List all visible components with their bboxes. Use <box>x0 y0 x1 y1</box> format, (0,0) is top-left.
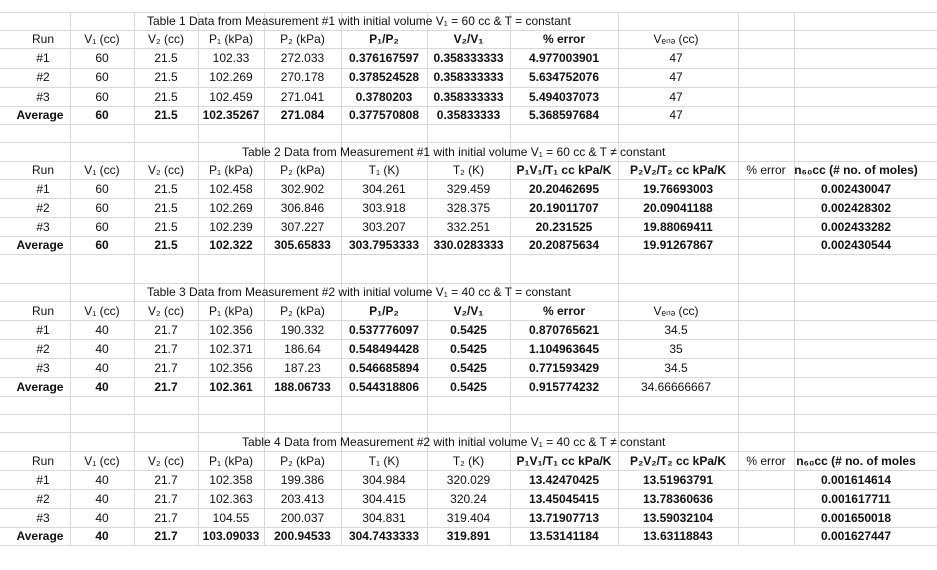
table-cell: 102.269 <box>209 70 253 84</box>
table-cell: 304.984 <box>362 473 406 487</box>
table-cell <box>738 509 794 527</box>
header-percent-error: % error <box>746 163 786 177</box>
header-v1: V₁ (cc) <box>84 163 120 177</box>
table-cell: 0.378524528 <box>348 70 420 84</box>
table-cell: 21.5 <box>154 51 178 65</box>
table-cell: 0.35833333 <box>436 108 501 122</box>
table-cell <box>738 218 794 236</box>
header-p1: P₁ (kPa) <box>208 163 254 177</box>
table-cell: 102.459 <box>209 90 253 104</box>
table-cell <box>738 527 794 545</box>
header-v2: V₂ (cc) <box>148 163 184 177</box>
table-cell: 34.66666667 <box>640 380 712 394</box>
table-cell: 34.5 <box>664 361 688 375</box>
header-v2-v1: V₂/V₁ <box>453 32 484 46</box>
header-p1v1-t1: P₁V₁/T₁ cc kPa/K <box>516 163 612 177</box>
table-cell: 271.041 <box>280 90 325 104</box>
table-cell: 0.5425 <box>450 342 487 356</box>
table-cell: 102.269 <box>209 201 253 215</box>
table-row: #3 <box>36 220 50 234</box>
table-row: #3 <box>36 511 50 525</box>
table-cell: 21.7 <box>154 323 178 337</box>
table-cell: 304.261 <box>362 182 406 196</box>
table-cell: 102.371 <box>209 342 253 356</box>
table-cell: 329.459 <box>446 182 491 196</box>
table-cell: 19.76693003 <box>642 182 714 196</box>
table-cell: 0.001650018 <box>820 511 892 525</box>
table-row: #2 <box>36 492 50 506</box>
table-cell: 20.20875634 <box>528 238 600 252</box>
header-p1-p2: P₁/P₂ <box>369 32 399 46</box>
table-2-caption: Table 2 Data from Measurement #1 with initial volume V₁ = 60 cc & T ≠ constant <box>242 145 666 159</box>
table-cell: 0.002428302 <box>820 201 892 215</box>
table-cell: 186.64 <box>284 342 321 356</box>
table-cell: 5.368597684 <box>528 108 600 122</box>
table-cell: 60 <box>95 201 109 215</box>
table-cell: 21.5 <box>154 201 178 215</box>
table-cell: 40 <box>95 473 109 487</box>
table-cell: 0.771593429 <box>528 361 600 375</box>
table-cell: 304.415 <box>362 492 406 506</box>
table-cell <box>738 490 794 508</box>
header-moles: n₆₀cc (# no. of moles) <box>794 163 918 177</box>
table-cell: 305.65833 <box>274 238 331 252</box>
table-cell: 60 <box>95 182 109 196</box>
header-p2: P₂ (kPa) <box>280 454 325 468</box>
table-cell: 40 <box>95 380 109 394</box>
table-cell: 0.915774232 <box>528 380 600 394</box>
table-cell: 304.7433333 <box>348 529 420 543</box>
header-run: Run <box>31 304 54 318</box>
table-cell: 0.3780203 <box>355 90 413 104</box>
table-cell: 21.5 <box>154 238 178 252</box>
table-row: #3 <box>36 361 50 375</box>
table-cell: 40 <box>95 361 109 375</box>
gridline <box>0 545 937 546</box>
table-cell: 0.544318806 <box>348 380 420 394</box>
table-cell: 0.377570808 <box>348 108 420 122</box>
table-cell: 47 <box>669 51 683 65</box>
header-percent-error: % error <box>542 304 586 318</box>
table-cell: 102.356 <box>209 323 253 337</box>
table-cell: 20.231525 <box>535 220 593 234</box>
table-cell: 13.42470425 <box>528 473 600 487</box>
header-percent-error: % error <box>746 454 786 468</box>
table-cell: 0.358333333 <box>433 51 504 65</box>
header-moles: n₆₀cc (# no. of moles <box>796 454 916 468</box>
table-cell: 13.78360636 <box>642 492 714 506</box>
header-p2: P₂ (kPa) <box>280 304 325 318</box>
gridline <box>0 396 937 397</box>
table-4-caption: Table 4 Data from Measurement #2 with initial volume V₁ = 40 cc & T ≠ constant <box>242 435 666 449</box>
header-run: Run <box>31 32 54 46</box>
table-row: #2 <box>36 70 50 84</box>
table-cell: 102.356 <box>209 361 253 375</box>
table-row: #2 <box>36 342 50 356</box>
table-cell: 5.494037073 <box>528 90 600 104</box>
table-cell: 330.0283333 <box>433 238 504 252</box>
table-cell <box>738 236 794 254</box>
header-p2: P₂ (kPa) <box>280 163 325 177</box>
table-row: #3 <box>36 90 50 104</box>
table-cell: 40 <box>95 342 109 356</box>
table-cell: 40 <box>95 511 109 525</box>
table-cell: 320.029 <box>446 473 491 487</box>
table-cell <box>738 199 794 217</box>
table-cell: 60 <box>95 238 109 252</box>
table-cell: 0.002433282 <box>820 220 892 234</box>
table-cell <box>738 180 794 198</box>
table-1-caption: Table 1 Data from Measurement #1 with initial volume V₁ = 60 cc & T = constant <box>147 14 571 28</box>
table-cell: 0.5425 <box>450 380 487 394</box>
table-cell: 270.178 <box>280 70 325 84</box>
header-v2: V₂ (cc) <box>148 304 184 318</box>
table-cell: 21.7 <box>154 529 178 543</box>
table-cell: 20.19011707 <box>529 201 599 215</box>
table-cell: 21.7 <box>154 380 178 394</box>
table-cell: 0.358333333 <box>433 70 504 84</box>
table-cell: 21.5 <box>154 108 178 122</box>
table-cell: 21.5 <box>154 70 178 84</box>
table-cell: 13.71907713 <box>528 511 600 525</box>
table-cell: 21.7 <box>154 342 178 356</box>
table-cell: 47 <box>669 90 683 104</box>
table-cell: 0.002430544 <box>820 238 892 252</box>
table-cell: 21.7 <box>154 473 178 487</box>
table-cell: 0.358333333 <box>433 90 504 104</box>
table-cell: 0.001617711 <box>821 492 891 506</box>
table-cell: 0.546685894 <box>348 361 420 375</box>
header-v-end: Vₑₙₔ (cc) <box>653 32 699 46</box>
gridline <box>0 124 937 125</box>
header-percent-error: % error <box>542 32 586 46</box>
table-cell: 102.458 <box>209 182 253 196</box>
table-cell: 303.918 <box>362 201 406 215</box>
table-cell: 0.548494428 <box>348 342 420 356</box>
table-row-average: Average <box>16 529 64 543</box>
table-row-average: Average <box>16 238 64 252</box>
table-cell: 0.001627447 <box>820 529 892 543</box>
table-cell: 103.09033 <box>202 529 260 543</box>
table-cell: 0.5425 <box>450 323 487 337</box>
table-cell: 102.35267 <box>202 108 260 122</box>
table-cell: 104.55 <box>212 511 250 525</box>
table-cell: 304.831 <box>362 511 406 525</box>
header-v1: V₁ (cc) <box>84 32 120 46</box>
table-cell: 102.239 <box>209 220 253 234</box>
table-cell: 102.363 <box>209 492 253 506</box>
header-v2-v1: V₂/V₁ <box>453 304 484 318</box>
table-cell: 60 <box>95 108 109 122</box>
table-cell: 60 <box>95 220 109 234</box>
header-v2: V₂ (cc) <box>148 32 184 46</box>
header-t2: T₂ (K) <box>452 454 485 468</box>
table-cell: 21.5 <box>154 220 178 234</box>
table-cell: 188.06733 <box>274 380 331 394</box>
table-cell: 47 <box>669 70 683 84</box>
table-cell: 34.5 <box>664 323 688 337</box>
table-cell: 303.7953333 <box>348 238 420 252</box>
table-cell: 21.5 <box>154 182 178 196</box>
table-cell: 47 <box>669 108 683 122</box>
table-row: #1 <box>36 51 50 65</box>
header-v2: V₂ (cc) <box>148 454 184 468</box>
table-cell: 0.376167597 <box>348 51 420 65</box>
table-cell: 0.002430047 <box>820 182 892 196</box>
table-cell: 0.870765621 <box>528 323 600 337</box>
header-t1: T₁ (K) <box>368 163 400 177</box>
table-cell: 203.413 <box>280 492 325 506</box>
table-cell: 60 <box>95 51 109 65</box>
table-cell: 319.404 <box>446 511 491 525</box>
header-p1: P₁ (kPa) <box>208 304 254 318</box>
table-cell: 187.23 <box>284 361 321 375</box>
table-cell: 272.033 <box>280 51 325 65</box>
table-cell: 20.09041188 <box>643 201 713 215</box>
table-cell: 21.5 <box>154 90 178 104</box>
table-cell: 21.7 <box>154 361 178 375</box>
table-cell: 199.386 <box>280 473 325 487</box>
table-cell: 13.51963791 <box>642 473 714 487</box>
table-cell: 13.63118843 <box>643 529 713 543</box>
header-v1: V₁ (cc) <box>84 304 120 318</box>
table-cell: 306.846 <box>280 201 325 215</box>
table-cell: 190.332 <box>280 323 325 337</box>
table-cell: 20.20462695 <box>528 182 600 196</box>
header-p1: P₁ (kPa) <box>208 454 254 468</box>
header-p1v1-t1: P₁V₁/T₁ cc kPa/K <box>516 454 612 468</box>
table-cell: 4.977003901 <box>528 51 600 65</box>
header-p2v2-t2: P₂V₂/T₂ cc kPa/K <box>629 454 727 468</box>
header-v-end: Vₑₙₔ (cc) <box>653 304 699 318</box>
table-cell: 332.251 <box>446 220 491 234</box>
table-cell: 302.902 <box>280 182 325 196</box>
table-cell: 60 <box>95 90 109 104</box>
table-cell: 307.227 <box>280 220 325 234</box>
header-p1-p2: P₁/P₂ <box>369 304 399 318</box>
table-cell: 60 <box>95 70 109 84</box>
header-p2: P₂ (kPa) <box>280 32 325 46</box>
table-cell: 13.53141184 <box>529 529 599 543</box>
table-cell: 102.361 <box>209 380 253 394</box>
table-cell: 40 <box>95 492 109 506</box>
header-p1: P₁ (kPa) <box>208 32 254 46</box>
header-p2v2-t2: P₂V₂/T₂ cc kPa/K <box>629 163 727 177</box>
gridline <box>0 414 937 415</box>
table-cell: 21.7 <box>154 511 178 525</box>
table-cell: 320.24 <box>450 492 487 506</box>
table-cell: 102.358 <box>209 473 253 487</box>
table-cell: 35 <box>669 342 683 356</box>
table-cell: 271.084 <box>280 108 325 122</box>
table-cell: 303.207 <box>362 220 406 234</box>
table-cell: 1.104963645 <box>528 342 600 356</box>
table-cell: 40 <box>95 323 109 337</box>
table-row: #1 <box>36 182 50 196</box>
header-run: Run <box>31 454 54 468</box>
table-cell: 0.001614614 <box>820 473 892 487</box>
table-cell <box>738 471 794 489</box>
table-row: #2 <box>36 201 50 215</box>
gridline <box>0 254 937 255</box>
table-cell: 102.33 <box>212 51 250 65</box>
header-v1: V₁ (cc) <box>84 454 120 468</box>
table-cell: 5.634752076 <box>528 70 600 84</box>
table-cell: 0.537776097 <box>348 323 420 337</box>
table-row-average: Average <box>16 380 64 394</box>
table-cell: 21.7 <box>154 492 178 506</box>
table-row: #1 <box>36 323 50 337</box>
table-cell: 0.5425 <box>450 361 487 375</box>
table-row-average: Average <box>16 108 64 122</box>
header-t2: T₂ (K) <box>452 163 485 177</box>
header-run: Run <box>31 163 54 177</box>
table-cell: 328.375 <box>446 201 491 215</box>
table-cell: 200.037 <box>280 511 325 525</box>
header-t1: T₁ (K) <box>368 454 400 468</box>
table-cell: 19.91267867 <box>642 238 714 252</box>
table-cell: 13.45045415 <box>528 492 600 506</box>
table-cell: 40 <box>95 529 109 543</box>
table-3-caption: Table 3 Data from Measurement #2 with initial volume V₁ = 40 cc & T = constant <box>147 285 571 299</box>
table-cell: 19.88069411 <box>643 220 713 234</box>
table-cell: 319.891 <box>446 529 491 543</box>
table-cell: 200.94533 <box>274 529 331 543</box>
table-cell: 102.322 <box>209 238 253 252</box>
table-row: #1 <box>36 473 50 487</box>
table-cell: 13.59032104 <box>642 511 714 525</box>
